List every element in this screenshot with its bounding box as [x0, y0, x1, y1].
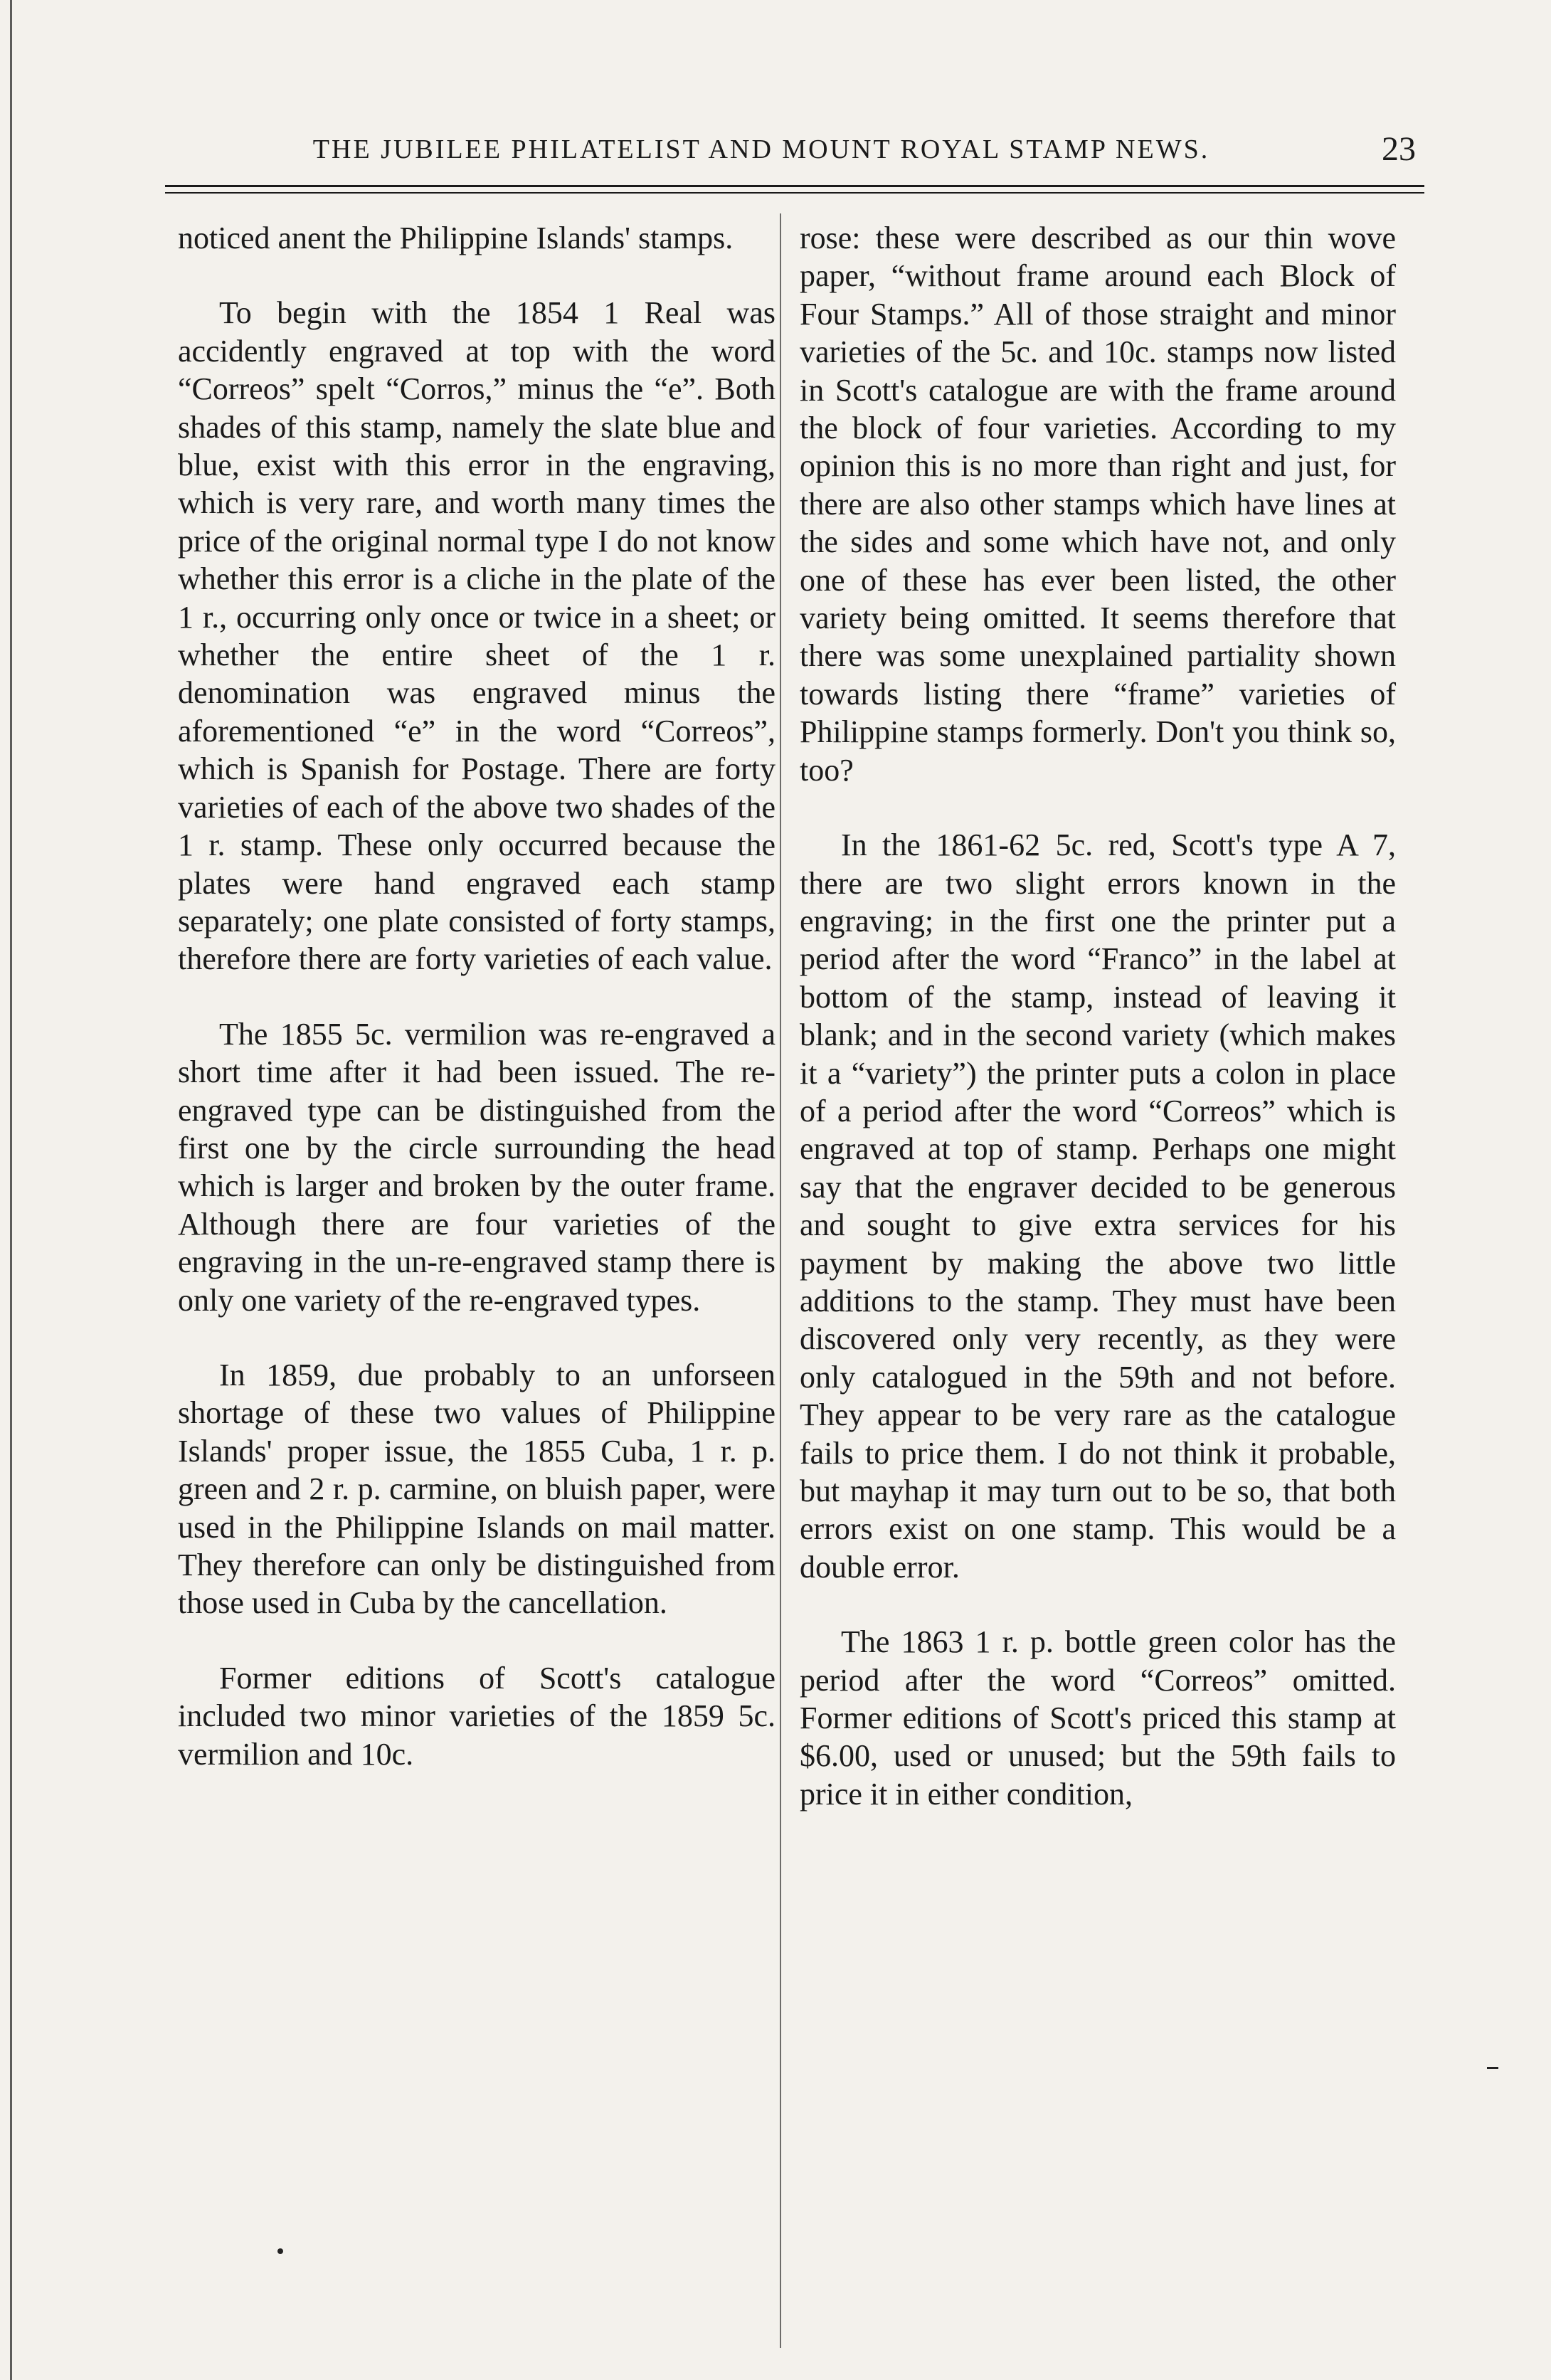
- paragraph: To begin with the 1854 1 Real was accidently engraved at top with the word “Correos” spelt “Corros,” minus the “e”. Both shades of this stamp, namely the slate blue and blue, exist with this error in the engraving, which is very rare, and worth many times the price of the original normal type I do not know whether this error is a cliche in the plate of the 1 r., occurring only once or twice in a sheet; or whether the entire sheet of the 1 r. denomination was engraved minus the aforementioned “e” in the word “Correos”, which is Spanish for Postage. There are forty varieties of each of the above two shades of the 1 r. stamp. These only occurred because the plates were hand engraved each stamp separately; one plate consisted of forty stamps, therefore there are forty varieties of each value.: [178, 295, 776, 977]
- running-header: THE JUBILEE PHILATELIST AND MOUNT ROYAL STAMP NEWS.: [312, 134, 1210, 164]
- margin-mark: [1487, 2067, 1498, 2069]
- paragraph: The 1855 5c. vermilion was re-engraved a short time after it had been issued. The re-engraved type can be distinguished from the first one by the circle surrounding the head which is larger and broken by the outer frame. Although there are four varieties of the engraving in the un-re-engraved stamp there is only one variety of the re-engraved types.: [178, 1016, 776, 1318]
- paragraph: The 1863 1 r. p. bottle green color has the period after the word “Correos” omitted. Former editions of Scott's priced this stamp at $6.00, used or unused; but the 59th fails to price it in either condition,: [800, 1624, 1396, 1812]
- binding-edge-line: [10, 0, 12, 2380]
- column-divider: [780, 213, 781, 2348]
- paragraph: rose: these were described as our thin wove paper, “without frame around each Block of Four Stamps.” All of those straight and minor varieties of the 5c. and 10c. stamps now listed in Scott's catalogue are with the frame around the block of four varieties. According to my opinion this is no more than right and just, for there are also other stamps which have lines at the sides and some which have not, and only one of these has ever been listed, the other variety being omitted. It seems therefore that there was some unexplained partiality shown towards listing there “frame” varieties of Philippine stamps formerly. Don't you think so, too?: [800, 221, 1396, 788]
- paragraph: In 1859, due probably to an unforseen shortage of these two values of Philippine Islands' proper issue, the 1855 Cuba, 1 r. p. green and 2 r. p. carmine, on bluish paper, were used in the Philippine Islands on mail matter. They therefore can only be distinguished from those used in Cuba by the cancellation.: [178, 1357, 776, 1621]
- print-speck: [277, 2248, 283, 2254]
- header-rule-top: [165, 185, 1424, 187]
- right-column: [800, 219, 1396, 1813]
- paragraph: In the 1861-62 5c. red, Scott's type A 7, there are two slight errors known in the engraving; in the first one the printer put a period after the word “Franco” in the label at bottom of the stamp, instead of leaving it blank; and in the second variety (which makes it a “variety”) the printer puts a colon in place of a period after the word “Correos” which is engraved at top of stamp. Perhaps one might say that the engraver decided to be generous and sought to give extra services for his payment by making the above two little additions to the stamp. They must have been discovered only very recently, as they were only catalogued in the 59th and not before. They appear to be very rare as the catalogue fails to price them. I do not think it probable, but mayhap it may turn out to be so, that both errors exist on one stamp. This would be a double error.: [800, 827, 1396, 1585]
- paragraph: noticed anent the Philippine Islands' stamps.: [178, 221, 734, 255]
- paragraph: Former editions of Scott's catalogue included two minor varieties of the 1859 5c. vermilion and 10c.: [178, 1660, 776, 1772]
- left-column: [178, 219, 776, 1773]
- page-number: 23: [1382, 130, 1416, 168]
- header-rule-bottom: [165, 192, 1424, 194]
